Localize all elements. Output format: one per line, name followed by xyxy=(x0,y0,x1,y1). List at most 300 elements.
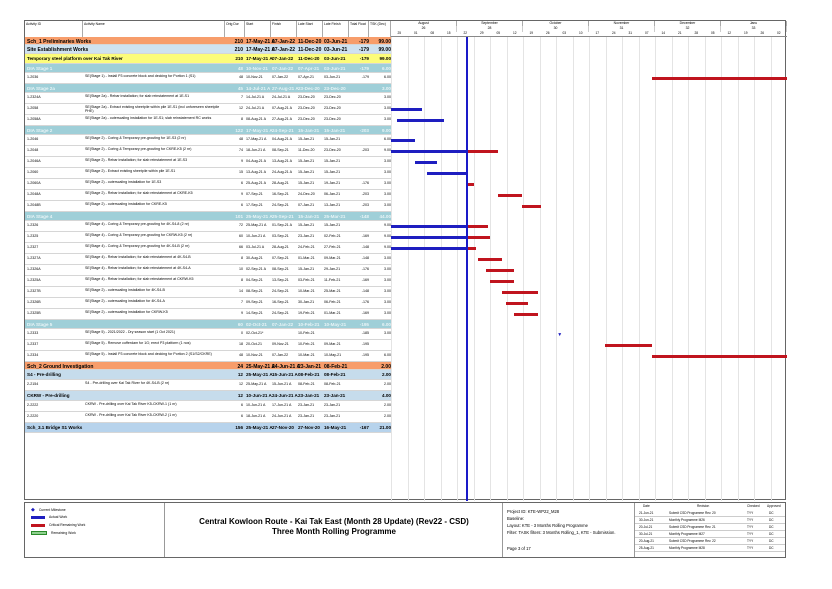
col-late-finish[interactable]: Late Finish xyxy=(323,21,349,37)
cell-tf: -148 xyxy=(359,214,369,219)
cell-name: SE(Stage 4) - Rebar installation; for slab reinstatement at 4K-S4-A xyxy=(85,266,191,270)
cell-tf: -203 xyxy=(361,148,369,152)
cell-finish: 04-Aug-21 A xyxy=(272,137,292,141)
rev-approved: DC xyxy=(769,539,774,543)
cell-dur: 12 xyxy=(239,382,243,386)
cell-tsk: 9.00 xyxy=(384,148,391,152)
cell-finish: 07-Jan-22 xyxy=(272,66,294,71)
rev-revision: Submit CSD Programme Rev. 22 xyxy=(669,539,716,543)
gantt-bar[interactable] xyxy=(605,344,653,347)
cell-ls: 10-Mar-21 xyxy=(298,353,315,357)
cell-name: SE(Stage 4) - Coring & Temporary pre-grouting for CKRW-K5 (2 nr) xyxy=(85,233,193,237)
cell-tsk: 3.00 xyxy=(384,192,391,196)
gantt-bar[interactable] xyxy=(466,236,490,239)
cell-ls: 15-Jan-21 xyxy=(298,223,315,227)
activity-row[interactable] xyxy=(25,201,391,212)
cell-id: 1-2327A xyxy=(27,256,41,260)
week-gridline xyxy=(457,37,458,501)
cell-dur: 48 xyxy=(239,137,243,141)
cell-name: SE(Stage 2) - outerscaling installation for 4K-S4-B xyxy=(85,288,165,292)
cell-ls: 23-Dec-20 xyxy=(298,117,315,121)
cell-tsk: 6.00 xyxy=(384,353,391,357)
activity-row[interactable] xyxy=(25,329,391,340)
legend-milestone xyxy=(31,507,66,513)
cell-name: SE(Stage 5) - Install P3 concrete block and decking for Portion 2 (S1/S2/CKRE) xyxy=(85,352,212,356)
cell-id: DIA Stage 2 xyxy=(27,128,53,133)
cell-finish: 24-Jun-21 A xyxy=(272,364,301,370)
cell-name: SE(Stage 2) - Coring & Temporary pre-grouting for 1E-S3 (2 nr) xyxy=(85,136,186,140)
cell-tf: -179 xyxy=(359,66,369,71)
rev-approved: DC xyxy=(769,546,774,550)
gantt-bar[interactable] xyxy=(397,119,445,122)
gantt-bar[interactable] xyxy=(522,205,542,208)
cell-tsk: 99.00 xyxy=(378,47,391,53)
cell-tf: -203 xyxy=(359,128,369,133)
activity-row[interactable] xyxy=(25,287,391,298)
cell-tf: -169 xyxy=(361,278,369,282)
wbs-group-row[interactable] xyxy=(25,370,391,380)
cell-tsk: 99.00 xyxy=(379,56,391,61)
week-gridline xyxy=(474,37,475,501)
rev-revision: Monthly Programme M26 xyxy=(669,518,705,522)
week-gridline xyxy=(705,37,706,501)
cell-dur: 8 xyxy=(241,117,243,121)
cell-ls: 07-Jan-21 xyxy=(298,203,315,207)
cell-lf: 25-Mar-21 xyxy=(324,289,341,293)
cell-ls: 23-Jan-21 xyxy=(298,364,322,370)
cell-lf: 08-Feb-21 xyxy=(324,372,346,377)
cell-tsk: 9.00 xyxy=(384,234,391,238)
col-activity-name[interactable]: Activity Name xyxy=(83,21,225,37)
cell-ls: 07-Apr-21 xyxy=(298,75,314,79)
activity-row[interactable] xyxy=(25,298,391,309)
milestone-icon[interactable]: ▼ xyxy=(557,331,563,338)
cell-dur: 66 xyxy=(239,245,243,249)
cell-lf: 08-Feb-21 xyxy=(324,364,348,370)
cell-tsk: 9.00 xyxy=(384,223,391,227)
cell-lf: 29-Jan-21 xyxy=(324,267,341,271)
cell-dur: 101 xyxy=(235,214,243,219)
gantt-bar[interactable] xyxy=(391,139,415,142)
col-activity-id[interactable]: Activity ID xyxy=(25,21,83,37)
week-label: 12 xyxy=(727,31,732,35)
cell-ls: 15-Jan-21 xyxy=(298,267,315,271)
cell-lf: 03-Jun-21 xyxy=(324,56,346,61)
week-gridline xyxy=(606,37,607,501)
activity-row[interactable] xyxy=(25,276,391,287)
cell-ls: 23-Dec-20 xyxy=(298,95,315,99)
cell-ls: 10-Feb-21 xyxy=(298,342,315,346)
week-gridline xyxy=(639,37,640,501)
cell-finish: 16-Sep-21 xyxy=(272,192,289,196)
cell-start: 14-Sep-21 xyxy=(246,311,263,315)
cell-id: 1-2058 xyxy=(27,106,39,110)
rev-checked: TYY xyxy=(747,546,754,550)
cell-id: Temporary steel platform over Kai Tak River xyxy=(27,56,123,61)
activity-row[interactable] xyxy=(25,232,391,243)
gantt-bar[interactable] xyxy=(502,291,538,294)
rev-header-checked: Checked xyxy=(747,504,760,508)
week-gridline xyxy=(655,37,656,501)
cell-ls: 03-Feb-21 xyxy=(298,278,315,282)
cell-tsk: 21.00 xyxy=(379,425,391,430)
cell-finish: 07-Aug-21 A xyxy=(272,106,292,110)
cell-id: 1-2334 xyxy=(27,353,39,357)
cell-start: 30-Aug-21 xyxy=(246,256,263,260)
cell-tf: -179 xyxy=(358,47,369,53)
cell-lf: 15-Jan-21 xyxy=(324,128,346,133)
gantt-bar[interactable] xyxy=(478,258,502,261)
week-label: 24 xyxy=(611,31,616,35)
gantt-bar[interactable] xyxy=(391,225,466,228)
cell-finish: 07-Jan-22 xyxy=(272,47,296,53)
week-label: 15 xyxy=(446,31,451,35)
cell-tsk: 4.00 xyxy=(382,393,391,398)
cell-ls: 11-Dec-20 xyxy=(298,56,320,61)
activity-row[interactable] xyxy=(25,243,391,254)
cell-start: 25-May-21 A xyxy=(246,223,267,227)
cell-id: 1-2333 xyxy=(27,331,39,335)
cell-dur: 8 xyxy=(241,256,243,260)
report-subtitle: Three Month Rolling Programme xyxy=(271,527,396,536)
cell-ls: 07-Apr-21 xyxy=(298,66,320,71)
rev-date: 21-Jun-21 xyxy=(639,511,654,515)
cell-lf: 23-Jan-21 xyxy=(324,403,341,407)
cell-finish: 07-Jan-22 xyxy=(272,56,294,61)
cell-name: SE(Stage 4) - Rebar installation; for slab reinstatement at 4K-S4-B xyxy=(85,255,191,259)
cell-dur: 6 xyxy=(241,414,243,418)
cell-id: DIA Stage 2a xyxy=(27,86,55,91)
gantt-bar[interactable] xyxy=(466,150,498,153)
activity-row[interactable] xyxy=(25,168,391,179)
cell-name: SE(Stage 2) - outerscaling installation for CKRW-K5 xyxy=(85,310,168,314)
week-label: 08 xyxy=(430,31,435,35)
week-label: 28 xyxy=(694,31,699,35)
cell-id: 1-2046 xyxy=(27,137,39,141)
cell-dur: 9 xyxy=(241,192,243,196)
rev-header-revision: Revision xyxy=(697,504,710,508)
legend-remaining xyxy=(31,531,76,535)
cell-dur: 60 xyxy=(239,234,243,238)
cell-lf: 15-Jan-21 xyxy=(324,223,341,227)
cell-tf: -169 xyxy=(361,311,369,315)
cell-tf: -203 xyxy=(361,203,369,207)
wbs-group-row[interactable] xyxy=(25,126,391,135)
cell-ls: 27-Nov-20 xyxy=(298,425,320,430)
month-number: 31 xyxy=(589,26,655,32)
cell-name: CKRW - Pre-drilling over Kai Tak River K5-CKRW-1 (1 nr) xyxy=(85,402,177,406)
milestone-icon: ◆ xyxy=(31,507,35,513)
week-label: 12 xyxy=(512,31,517,35)
revision-table xyxy=(635,503,785,557)
cell-tf: -179 xyxy=(358,39,369,45)
wbs-group-row[interactable] xyxy=(25,84,391,93)
rev-checked: TYY xyxy=(747,532,754,536)
gantt-bar[interactable] xyxy=(490,280,514,283)
week-label: 29 xyxy=(479,31,484,35)
gantt-bar[interactable] xyxy=(391,108,422,111)
cell-start: 02-Oct-21* xyxy=(246,331,264,335)
cell-lf: 15-Jan-21 xyxy=(324,159,341,163)
cell-name: SE(Stage 2a) - Extract existing sheetpile within pile 1E-S1 (incl unforeseen sheetpile PHE) xyxy=(85,105,220,114)
cell-finish: 07-Sep-21 xyxy=(272,256,289,260)
cell-name: SE(Stage 5) - Remove cofferdam for 1G; erect P3 platform (1 nos) xyxy=(85,341,191,345)
cell-tf: -148 xyxy=(361,245,369,249)
wbs-group-row[interactable] xyxy=(25,212,391,221)
cell-dur: 156 xyxy=(235,425,243,430)
month-number: 32 xyxy=(655,26,721,32)
cell-dur: 45 xyxy=(237,86,243,91)
cell-finish: 08-Sep-21 xyxy=(272,148,289,152)
cell-dur: 12 xyxy=(239,106,243,110)
wbs-group-row[interactable] xyxy=(25,37,391,45)
cell-lf: 06-Jan-21 xyxy=(324,192,341,196)
cell-name: S4 - Pre-drilling over Kai Tak River for 4K-S4-B (2 nr) xyxy=(85,381,170,385)
wbs-group-row[interactable] xyxy=(25,423,391,433)
cell-lf: 08-Feb-21 xyxy=(324,382,341,386)
cell-dur: 24 xyxy=(237,364,243,370)
cell-dur: 7 xyxy=(241,300,243,304)
cell-id: 2-2222 xyxy=(27,403,39,407)
cell-ls: 23-Jan-21 xyxy=(298,414,315,418)
activity-row[interactable] xyxy=(25,135,391,146)
cell-start: 25-May-21 A xyxy=(246,372,273,377)
col-total-float[interactable]: Total Float xyxy=(349,21,369,37)
cell-start: 02-Oct-21 xyxy=(246,322,267,327)
col-orig-dur[interactable]: Orig Dur xyxy=(225,21,245,37)
col-late-start[interactable]: Late Start xyxy=(297,21,323,37)
cell-id: CKRW - Pre-drilling xyxy=(27,393,70,398)
cell-lf: 23-Dec-20 xyxy=(324,106,341,110)
col-tsk[interactable]: TSK (Dec) xyxy=(369,21,391,37)
cell-dur: 10 xyxy=(239,267,243,271)
cell-lf: 13-Jan-21 xyxy=(324,203,341,207)
cell-ls: 23-Jan-21 xyxy=(298,234,315,238)
activity-row[interactable] xyxy=(25,340,391,351)
gantt-bar[interactable] xyxy=(391,247,466,250)
rev-date: 25-Aug-21 xyxy=(639,546,654,550)
month-label: October xyxy=(523,21,589,27)
project-id: Project ID: KTE-WP22_M28 xyxy=(507,509,560,514)
cell-id: 1-2325B xyxy=(27,311,41,315)
cell-start: 14-Jul-21 A xyxy=(246,95,265,99)
cell-ls: 11-Dec-20 xyxy=(298,148,315,152)
gantt-bar[interactable] xyxy=(415,161,437,164)
gantt-bar[interactable] xyxy=(514,313,538,316)
rev-approved: DC xyxy=(769,532,774,536)
cell-finish: 15-Jun-21 A xyxy=(272,382,292,386)
cell-dur: 7 xyxy=(241,95,243,99)
cell-start: 17-Sep-21 xyxy=(246,203,263,207)
critical-swatch xyxy=(31,524,45,527)
project-info-box xyxy=(503,503,635,557)
cell-start: 10-Nov-21 xyxy=(246,66,268,71)
activity-row[interactable] xyxy=(25,115,391,126)
gantt-bar[interactable] xyxy=(466,225,488,228)
cell-tf: -179 xyxy=(361,75,369,79)
actual-swatch xyxy=(31,516,45,519)
activity-row[interactable] xyxy=(25,73,391,84)
activity-row[interactable] xyxy=(25,93,391,104)
week-label: 17 xyxy=(595,31,600,35)
cell-finish: 07-Jan-22 xyxy=(272,75,289,79)
activity-row[interactable] xyxy=(25,104,391,115)
cell-dur: 122 xyxy=(235,128,243,133)
cell-finish: 01-Sep-21 A xyxy=(272,223,292,227)
activity-row[interactable] xyxy=(25,157,391,168)
cell-name: SE(Stage 2) - Extract existing sheetpile within pile 1E-S1 xyxy=(85,169,176,173)
cell-id: DIA Stage 4 xyxy=(27,214,53,219)
wbs-group-row[interactable] xyxy=(25,391,391,401)
rev-checked: TYY xyxy=(747,525,754,529)
month-label: Janu xyxy=(721,21,787,27)
cell-tf: -185 xyxy=(361,331,369,335)
cell-start: 25-May-21 A xyxy=(246,214,273,219)
cell-name: SE(Stage 2) - Rebar installation; for slab reinstatement at 1E-S3 xyxy=(85,158,188,162)
month-number: 33 xyxy=(721,26,787,32)
week-gridline xyxy=(523,37,524,501)
cell-ls: 24-Dec-20 xyxy=(298,192,315,196)
activity-row[interactable] xyxy=(25,221,391,232)
cell-lf: 10-May-21 xyxy=(324,322,347,327)
cell-dur: 6 xyxy=(241,203,243,207)
rev-date: 30-Jul-21 xyxy=(639,532,653,536)
cell-lf: 11-Feb-21 xyxy=(324,278,341,282)
cell-tsk: 3.00 xyxy=(384,159,391,163)
activity-row[interactable] xyxy=(25,351,391,362)
cell-tsk: 3.00 xyxy=(384,278,391,282)
week-gridline xyxy=(622,37,623,501)
cell-start: 25-May-21 A xyxy=(246,364,275,370)
cell-id: Sch_3.1 Bridge S1 Works xyxy=(27,425,83,430)
legend-actual xyxy=(31,515,67,519)
gantt-bar[interactable] xyxy=(486,269,514,272)
gantt-bar[interactable] xyxy=(652,355,787,358)
cell-id: 2-2220 xyxy=(27,414,39,418)
gantt-bar[interactable] xyxy=(506,302,528,305)
cell-tsk: 6.00 xyxy=(382,66,391,71)
legend-remaining-label: Remaining Work xyxy=(51,531,76,535)
cell-finish: 09-Nov-21 xyxy=(272,342,289,346)
schedule-sheet xyxy=(24,20,786,500)
gantt-bar[interactable] xyxy=(652,77,787,80)
wbs-group-row[interactable] xyxy=(25,45,391,54)
layout-name: Layout: KTE - 3 Months Rolling Programme xyxy=(507,523,588,528)
cell-start: 08-Aug-21 A xyxy=(246,117,266,121)
activity-row[interactable] xyxy=(25,254,391,265)
cell-lf: 15-Jan-21 xyxy=(324,170,341,174)
rev-revision: Monthly Programme M28 xyxy=(669,546,705,550)
cell-start: 14-Jul-21 A xyxy=(246,86,271,91)
cell-lf: 02-Feb-21 xyxy=(324,234,341,238)
gantt-bar[interactable] xyxy=(391,150,466,153)
cell-tf: -176 xyxy=(361,181,369,185)
rev-approved: DC xyxy=(769,525,774,529)
col-start[interactable]: Start xyxy=(245,21,271,37)
cell-id: 1-2327 xyxy=(27,245,39,249)
cell-id: Sch_1 Preliminaries Works xyxy=(27,39,92,45)
cell-ls: 23-Dec-20 xyxy=(298,86,320,91)
cell-dur: 6 xyxy=(241,403,243,407)
col-finish[interactable]: Finish xyxy=(271,21,297,37)
cell-tsk: 3.00 xyxy=(384,289,391,293)
cell-lf: 23-Dec-20 xyxy=(324,86,346,91)
cell-name: SE(Stage 4) - Rebar installation; for slab reinstatement at CKRW-K5 xyxy=(85,277,194,281)
activity-row[interactable] xyxy=(25,190,391,201)
activity-row[interactable] xyxy=(25,401,391,412)
month-label: August xyxy=(391,21,457,27)
cell-lf: 23-Jan-21 xyxy=(324,393,346,398)
week-gridline xyxy=(573,37,574,501)
cell-finish: 17-Jun-21 A xyxy=(272,403,292,407)
gantt-bar[interactable] xyxy=(427,172,467,175)
wbs-group-row[interactable] xyxy=(25,362,391,370)
cell-lf: 23-Jan-21 xyxy=(324,414,341,418)
report-title: Central Kowloon Route - Kai Tak East (Month 28 Update) (Rev22 - CSD) xyxy=(199,517,469,526)
activity-row[interactable] xyxy=(25,309,391,320)
cell-start: 18-Jun-21 A xyxy=(246,414,266,418)
cell-lf: 10-May-21 xyxy=(324,353,342,357)
cell-start: 10-Nov-21 xyxy=(246,353,263,357)
cell-finish: 24-Sep-21 xyxy=(272,128,294,133)
cell-finish: 25-Sep-21 xyxy=(272,214,294,219)
gantt-bar[interactable] xyxy=(391,236,466,239)
cell-ls: 19-Feb-21 xyxy=(298,311,315,315)
cell-tsk: 3.00 xyxy=(384,300,391,304)
cell-dur: 18 xyxy=(239,342,243,346)
cell-dur: 60 xyxy=(237,322,243,327)
legend-actual-label: Actual Work xyxy=(49,515,68,519)
cell-lf: 03-Jun-21 xyxy=(324,75,341,79)
activity-row[interactable] xyxy=(25,265,391,276)
wbs-group-row[interactable] xyxy=(25,54,391,64)
cell-id: 1-2048B xyxy=(27,203,41,207)
week-gridline xyxy=(408,37,409,501)
activity-row[interactable] xyxy=(25,179,391,190)
week-gridline xyxy=(738,37,739,501)
activity-row[interactable] xyxy=(25,146,391,157)
activity-row[interactable] xyxy=(25,380,391,391)
cell-id: 2-2154 xyxy=(27,382,39,386)
gantt-chart xyxy=(391,37,787,501)
cell-finish: 24-Jul-21 A xyxy=(272,95,291,99)
cell-tf: -195 xyxy=(361,342,369,346)
cell-tsk: 6.00 xyxy=(384,75,391,79)
month-label: November xyxy=(589,21,655,27)
cell-lf: 25-Mar-21 xyxy=(324,214,346,219)
rev-revision: Submit CSD Programme Rev. 20 xyxy=(669,511,716,515)
cell-tsk: 2.00 xyxy=(381,364,391,370)
gantt-bar[interactable] xyxy=(498,194,522,197)
cell-start: 08-Sep-21 xyxy=(246,289,263,293)
rev-divider xyxy=(635,530,785,531)
cell-lf: 15-Jan-21 xyxy=(324,137,341,141)
cell-name: SE(Stage 2) - outerscaling installation for CKRE-K5 xyxy=(85,202,167,206)
cell-ls: 11-Dec-20 xyxy=(298,47,322,53)
data-date-line xyxy=(466,37,468,501)
wbs-group-row[interactable] xyxy=(25,64,391,73)
rev-checked: TYY xyxy=(747,539,754,543)
wbs-group-row[interactable] xyxy=(25,320,391,329)
filter-name: Filter: TASK filters: 3 Months Rolling_1, KTE - Submission. xyxy=(507,530,616,535)
week-gridline xyxy=(424,37,425,501)
cell-lf: 03-Jun-21 xyxy=(324,39,348,45)
week-label: 03 xyxy=(562,31,567,35)
rev-divider xyxy=(635,523,785,524)
activity-row[interactable] xyxy=(25,412,391,423)
cell-start: 13-Aug-21 A xyxy=(246,170,266,174)
cell-start: 10-Jun-21 A xyxy=(246,403,266,407)
